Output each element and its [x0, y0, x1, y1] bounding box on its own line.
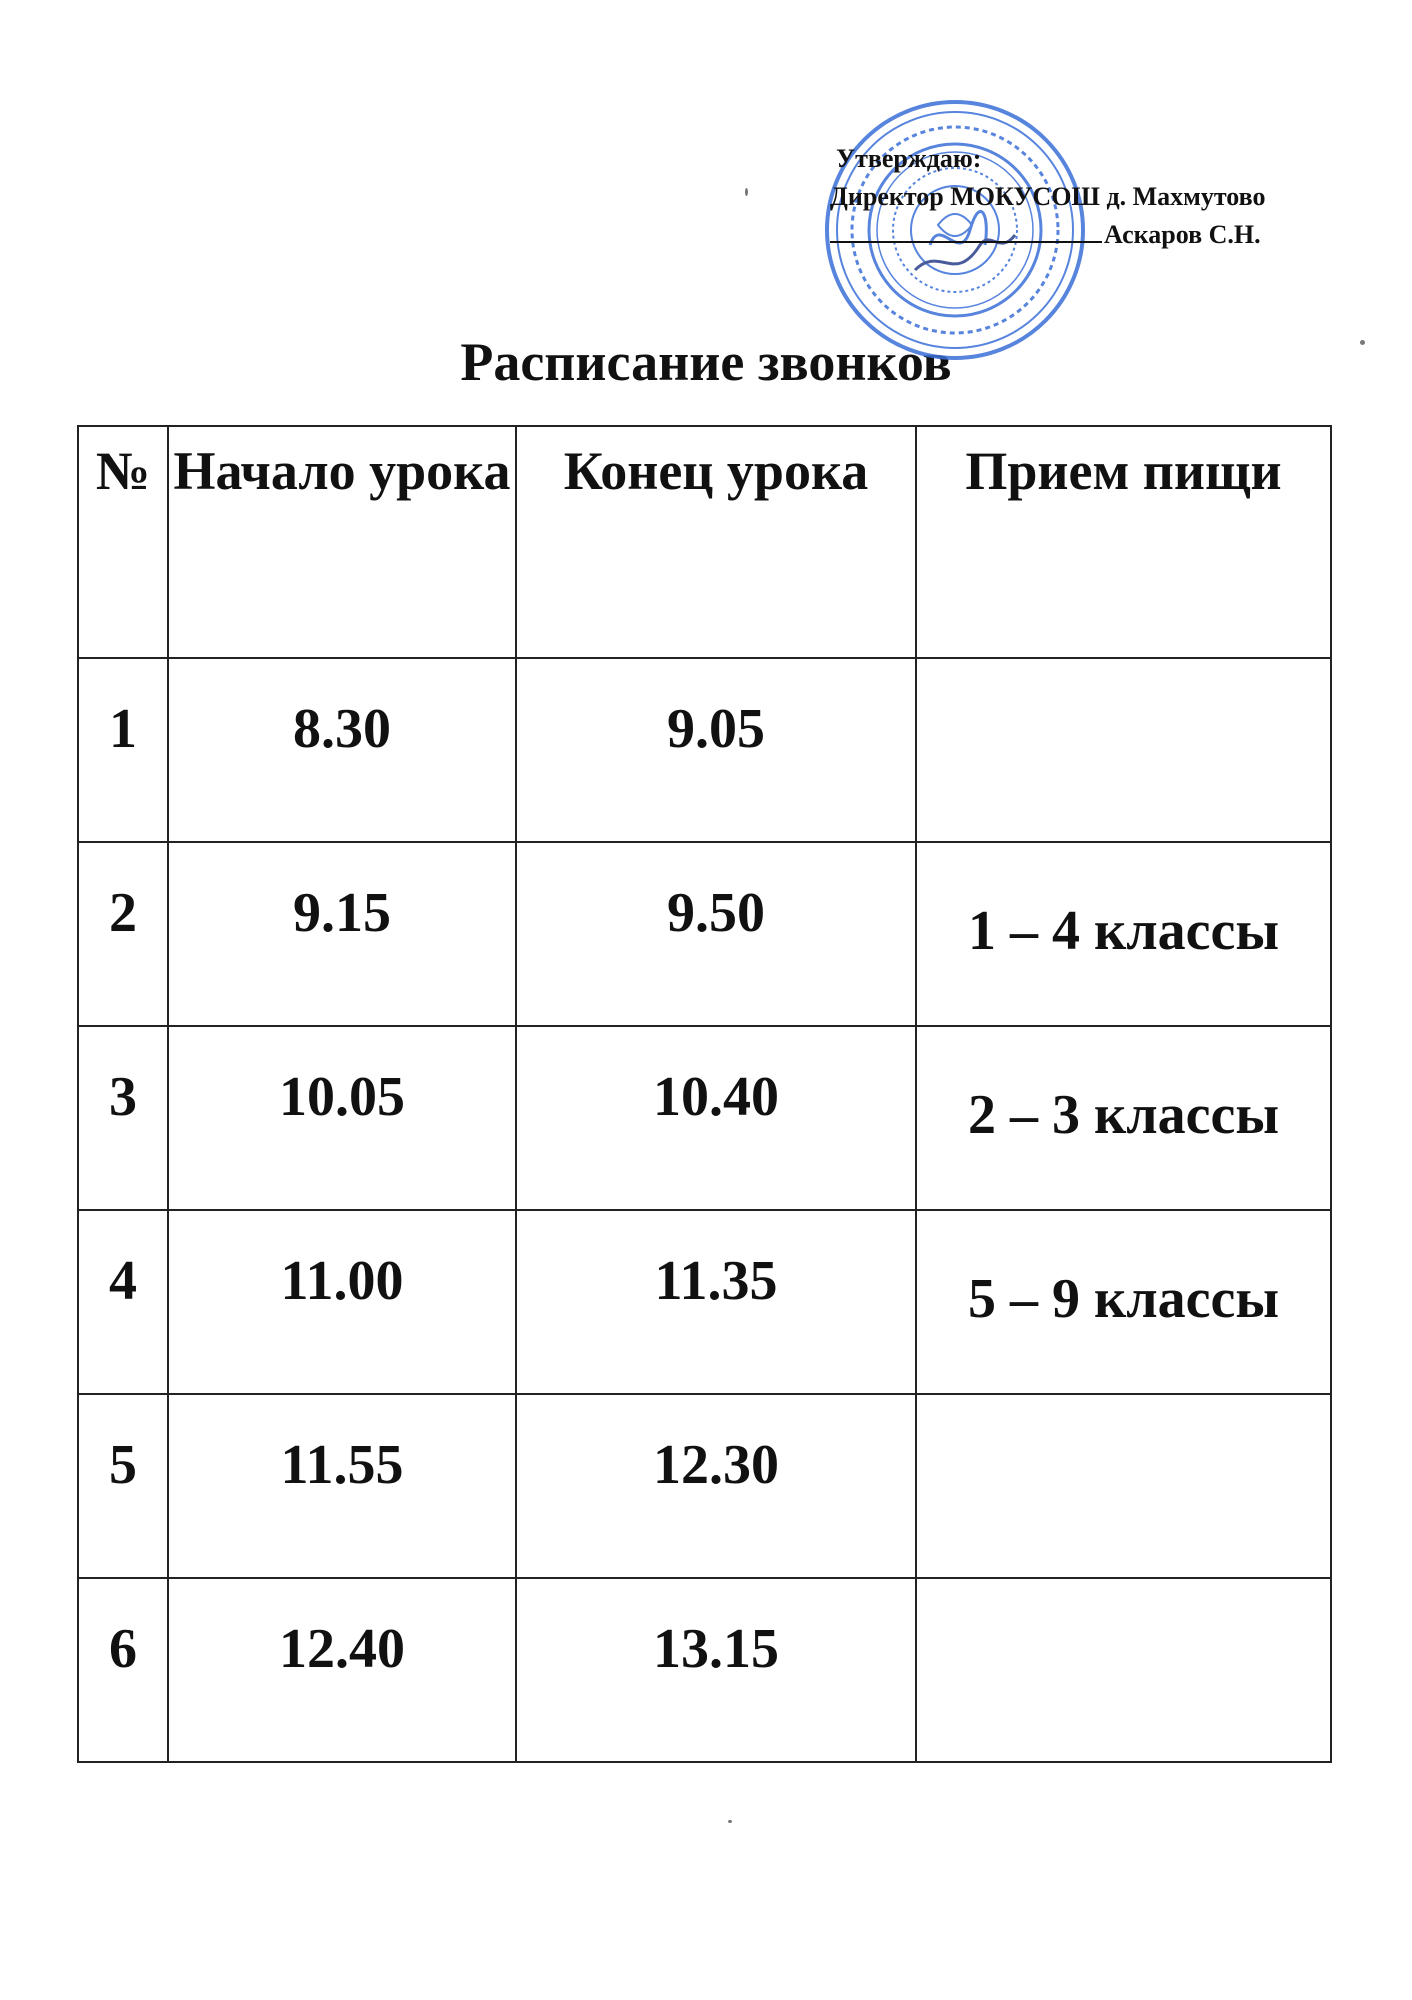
lesson-end: 10.40	[516, 1026, 916, 1210]
scan-speck	[745, 188, 748, 196]
lesson-start: 9.15	[168, 842, 516, 1026]
signer-name: Аскаров С.Н.	[1104, 220, 1261, 249]
lesson-number: 2	[78, 842, 168, 1026]
lesson-number: 6	[78, 1578, 168, 1762]
table-row	[78, 1210, 1331, 1394]
signature-line	[830, 241, 1102, 243]
lesson-end: 9.05	[516, 658, 916, 842]
table-row	[78, 658, 1331, 842]
meal-classes	[916, 1578, 1331, 1762]
table-row	[78, 842, 1331, 1026]
scan-speck	[728, 1820, 732, 1823]
signature-row	[830, 216, 1390, 254]
column-header-start: Начало урока	[168, 426, 516, 658]
table-row	[78, 1578, 1331, 1762]
director-line: Директор МОКУСОШ д. Махмутово	[830, 182, 1266, 211]
lesson-start: 12.40	[168, 1578, 516, 1762]
lesson-number: 1	[78, 658, 168, 842]
meal-classes: 5 – 9 классы	[916, 1210, 1331, 1394]
meal-classes	[916, 658, 1331, 842]
lesson-end: 12.30	[516, 1394, 916, 1578]
lesson-end: 13.15	[516, 1578, 916, 1762]
bell-schedule-table	[77, 425, 1332, 1763]
lesson-number: 4	[78, 1210, 168, 1394]
meal-classes	[916, 1394, 1331, 1578]
lesson-number: 5	[78, 1394, 168, 1578]
lesson-number: 3	[78, 1026, 168, 1210]
table-header-row	[78, 426, 1331, 658]
lesson-end: 9.50	[516, 842, 916, 1026]
lesson-start: 11.55	[168, 1394, 516, 1578]
lesson-end: 11.35	[516, 1210, 916, 1394]
lesson-start: 11.00	[168, 1210, 516, 1394]
meal-classes: 2 – 3 классы	[916, 1026, 1331, 1210]
table-row	[78, 1394, 1331, 1578]
meal-classes: 1 – 4 классы	[916, 842, 1331, 1026]
page-title: Расписание звонков	[460, 332, 952, 392]
column-header-meal: Прием пищи	[916, 426, 1331, 658]
approve-label: Утверждаю:	[836, 144, 982, 173]
column-header-end: Конец урока	[516, 426, 916, 658]
column-header-number: №	[78, 426, 168, 658]
lesson-start: 8.30	[168, 658, 516, 842]
approval-block	[830, 140, 1390, 254]
scan-speck	[1360, 340, 1365, 345]
table-row	[78, 1026, 1331, 1210]
lesson-start: 10.05	[168, 1026, 516, 1210]
